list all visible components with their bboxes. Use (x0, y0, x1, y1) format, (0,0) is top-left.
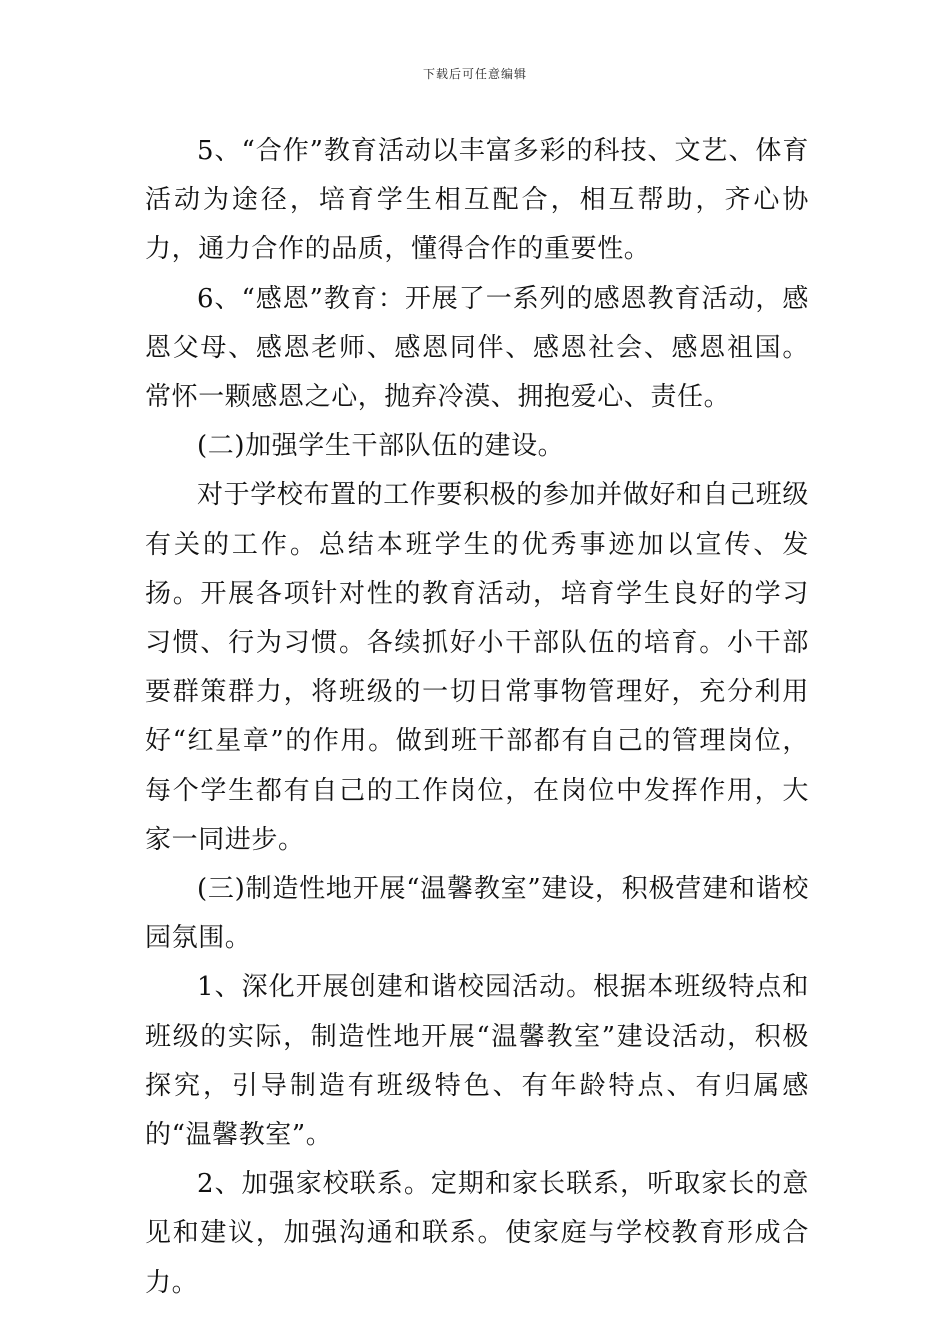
page-header: 下载后可任意编辑 (422, 67, 527, 81)
section-heading-warm-classroom: (三)制造性地开展“温馨教室”建设，积极营建和谐校园氛围。 (145, 874, 809, 954)
paragraph-harmonious-campus: 1、深化开展创建和谐校园活动。根据本班级特点和班级的实际，制造性地开展“温馨教室”建设活动，积极探究，引导制造有班级特色、有年龄特点、有归属感的“温馨教室”。 (145, 972, 809, 1151)
paragraph-home-school-contact: 2、加强家校联系。定期和家长联系，听取家长的意见和建议，加强沟通和联系。使家庭与学校教育形成合力。 (145, 1169, 809, 1298)
paragraph-gratitude-education: 6、“感恩”教育：开展了一系列的感恩教育活动，感恩父母、感恩老师、感恩同伴、感恩社会、感恩祖国。常怀一颗感恩之心，抛弃冷漠、拥抱爱心、责任。 (145, 283, 809, 413)
document-body (145, 127, 809, 1308)
paragraph-cooperation-education: 5、“合作”教育活动以丰富多彩的科技、文艺、体育活动为途径，培育学生相互配合，相互帮助，齐心协力，通力合作的品质，懂得合作的重要性。 (145, 136, 809, 265)
paragraph-student-cadres: 对于学校布置的工作要积极的参加并做好和自己班级有关的工作。总结本班学生的优秀事迹加以宣传、发扬。开展各项针对性的教育活动，培育学生良好的学习习惯、行为习惯。各续抓好小干部队伍的培育。小干部要群策群力，将班级的一切日常事物管理好，充分利用好“红星章”的作用。做到班干部都有自己的管理岗位，每个学生都有自己的工作岗位，在岗位中发挥作用，大家一同进步。 (145, 480, 809, 855)
section-heading-student-cadres: (二)加强学生干部队伍的建设。 (197, 431, 565, 462)
